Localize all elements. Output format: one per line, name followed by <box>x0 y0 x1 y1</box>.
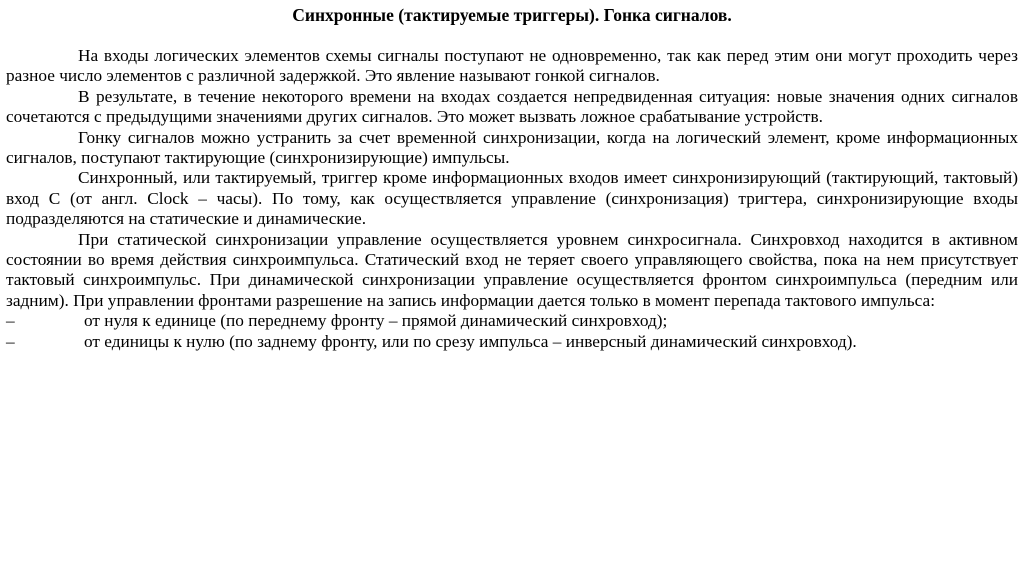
paragraph-race-result: В результате, в течение некоторого времени на входах создается непредвиденная ситуация: новые значения одних сигналов сочетаются с предыдущими значениями других сигналов. Это может вызвать ложное срабатывание устройств. <box>6 86 1018 127</box>
list-item <box>6 332 1018 352</box>
paragraph-static-dynamic-sync: При статической синхронизации управление осуществляется уровнем синхросигнала. Синхровход находится в активном состоянии во время действия синхроимпульса. Статический вход не теряет своего управляющего свойства, пока на нем присутствует тактовый синхроимпульс. При динамической синхронизации управление осуществляется фронтом синхроимпульса (передним или задним). При управлении фронтами разрешение на запись информации дается только в момент перепада тактового импульса: <box>6 229 1018 310</box>
list-marker: – <box>6 311 15 331</box>
list-item <box>6 311 1018 331</box>
paragraph-synchronous-trigger: Синхронный, или тактируемый, триггер кроме информационных входов имеет синхронизирующий (тактирующий, тактовый) вход C (от англ. Clock – часы). По тому, как осуществляется управление (синхронизация) тригтера, синхронизирующие входы подразделяются на статические и динамические. <box>6 168 1018 229</box>
paragraph-signal-race: На входы логических элементов схемы сигналы поступают не одновременно, так как перед этим они могут проходить через разное число элементов с различной задержкой. Это явление называют гонкой сигналов. <box>6 46 1018 86</box>
list-item-text: от нуля к единице (по переднему фронту – прямой динамический синхровход); <box>84 311 668 331</box>
list-marker: – <box>6 331 15 351</box>
paragraph-race-elimination: Гонку сигналов можно устранить за счет временной синхронизации, когда на логический элемент, кроме информационных сигналов, поступают тактирующие (синхронизирующие) импульсы. <box>6 127 1018 168</box>
document-body <box>6 46 1018 352</box>
list-item-text: от единицы к нулю (по заднему фронту, или по срезу импульса – инверсный динамический синхровход). <box>84 331 857 351</box>
page-title: Синхронные (тактируемые триггеры). Гонка сигналов. <box>292 5 732 25</box>
